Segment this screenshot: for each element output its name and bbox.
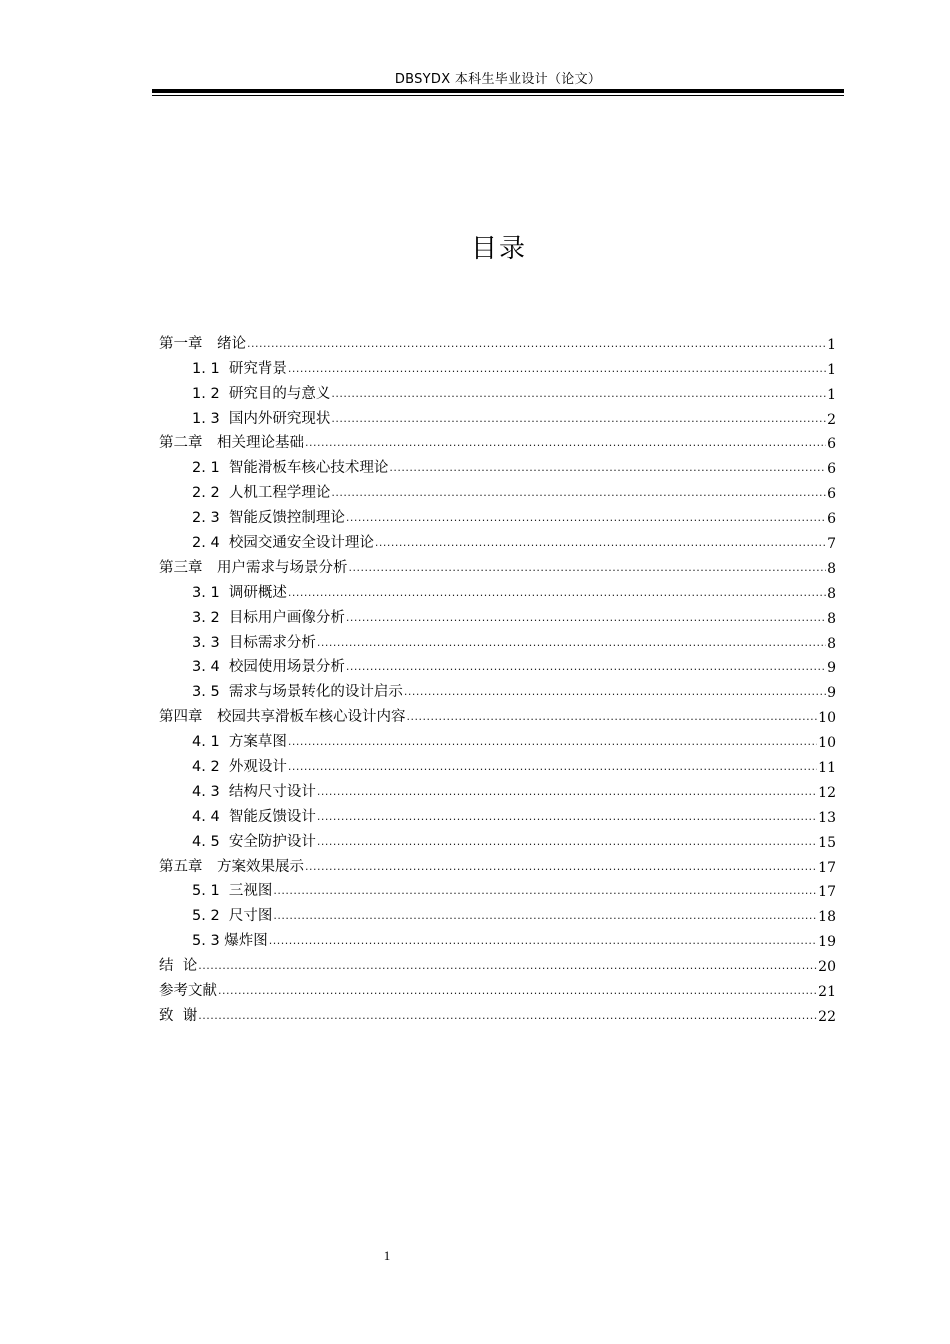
- toc-dot-leader: [404, 685, 826, 698]
- toc-entry-label: 4. 1 方案草图: [192, 734, 287, 751]
- toc-dot-leader: [218, 984, 817, 997]
- toc-dot-leader: [288, 735, 817, 748]
- toc-dot-leader: [273, 884, 817, 897]
- toc-entry-page: 6: [827, 486, 836, 503]
- toc-section-entry[interactable]: [159, 726, 836, 751]
- toc-entry-label: 第五章 方案效果展示: [159, 858, 304, 875]
- toc-section-entry[interactable]: [159, 900, 836, 925]
- toc-entry-label: 3. 5 需求与场景转化的设计启示: [192, 684, 403, 701]
- toc-entry-label: 2. 2 人机工程学理论: [192, 485, 331, 502]
- toc-entry-page: 15: [818, 834, 836, 851]
- toc-entry-page: 8: [827, 610, 836, 627]
- toc-entry-label: 参考文献: [159, 983, 217, 1000]
- toc-entry-page: 22: [818, 1008, 836, 1025]
- toc-chapter-entry[interactable]: [159, 975, 836, 1000]
- toc-entry-label: 致 谢: [159, 1007, 198, 1024]
- toc-section-entry[interactable]: [159, 925, 836, 950]
- toc-chapter-entry[interactable]: [159, 851, 836, 876]
- toc-dot-leader: [247, 337, 826, 350]
- toc-entry-page: 6: [827, 436, 836, 453]
- toc-dot-leader: [346, 511, 826, 524]
- toc-section-entry[interactable]: [159, 776, 836, 801]
- toc-dot-leader: [198, 1009, 817, 1022]
- toc-dot-leader: [305, 436, 826, 449]
- toc-dot-leader: [269, 934, 817, 947]
- toc-section-entry[interactable]: [159, 876, 836, 901]
- toc-entry-page: 18: [818, 909, 836, 926]
- toc-entry-page: 19: [818, 934, 836, 951]
- toc-section-entry[interactable]: [159, 676, 836, 701]
- toc-entry-page: 17: [818, 859, 836, 876]
- page-header: DBSYDX 本科生毕业设计（论文）: [394, 72, 602, 87]
- header-rule-thick: [152, 89, 844, 93]
- toc-entry-page: 13: [818, 809, 836, 826]
- toc-section-entry[interactable]: [159, 627, 836, 652]
- toc-entry-page: 17: [818, 884, 836, 901]
- toc-section-entry[interactable]: [159, 826, 836, 851]
- toc-dot-leader: [198, 959, 817, 972]
- toc-entry-page: 11: [818, 760, 836, 777]
- toc-dot-leader: [288, 362, 826, 375]
- toc-chapter-entry[interactable]: [159, 950, 836, 975]
- toc-entry-label: 1. 2 研究目的与意义: [192, 385, 331, 402]
- toc-dot-leader: [389, 461, 826, 474]
- toc-entry-label: 2. 1 智能滑板车核心技术理论: [192, 460, 389, 477]
- toc-dot-leader: [317, 835, 817, 848]
- toc-chapter-entry[interactable]: [159, 552, 836, 577]
- toc-entry-page: 2: [827, 411, 836, 428]
- toc-section-entry[interactable]: [159, 452, 836, 477]
- toc-entry-page: 7: [827, 536, 836, 553]
- toc-dot-leader: [305, 860, 817, 873]
- toc-dot-leader: [288, 586, 826, 599]
- toc-dot-leader: [331, 486, 826, 499]
- toc-section-entry[interactable]: [159, 403, 836, 428]
- toc-dot-leader: [346, 611, 826, 624]
- page-number: 1: [383, 1248, 391, 1263]
- toc-dot-leader: [317, 810, 817, 823]
- toc-section-entry[interactable]: [159, 353, 836, 378]
- table-of-contents: [159, 328, 836, 1025]
- toc-entry-label: 5. 2 尺寸图: [192, 908, 273, 925]
- toc-entry-label: 4. 4 智能反馈设计: [192, 808, 316, 825]
- toc-section-entry[interactable]: [159, 378, 836, 403]
- toc-entry-label: 5. 1 三视图: [192, 883, 273, 900]
- toc-section-entry[interactable]: [159, 652, 836, 677]
- toc-entry-label: 1. 1 研究背景: [192, 360, 287, 377]
- toc-dot-leader: [331, 412, 826, 425]
- toc-dot-leader: [331, 387, 826, 400]
- toc-dot-leader: [375, 536, 826, 549]
- toc-entry-page: 9: [827, 660, 836, 677]
- toc-entry-label: 结 论: [159, 958, 198, 975]
- toc-entry-label: 第三章 用户需求与场景分析: [159, 559, 348, 576]
- toc-section-entry[interactable]: [159, 751, 836, 776]
- toc-entry-label: 第一章 绪论: [159, 335, 246, 352]
- toc-entry-label: 5. 3 爆炸图: [192, 933, 268, 950]
- toc-entry-label: 第四章 校园共享滑板车核心设计内容: [159, 709, 406, 726]
- toc-entry-label: 1. 3 国内外研究现状: [192, 410, 331, 427]
- toc-chapter-entry[interactable]: [159, 428, 836, 453]
- toc-chapter-entry[interactable]: [159, 328, 836, 353]
- toc-section-entry[interactable]: [159, 527, 836, 552]
- toc-entry-page: 6: [827, 511, 836, 528]
- toc-entry-label: 2. 3 智能反馈控制理论: [192, 510, 345, 527]
- toc-entry-page: 1: [827, 386, 836, 403]
- toc-entry-label: 3. 4 校园使用场景分析: [192, 659, 345, 676]
- toc-section-entry[interactable]: [159, 477, 836, 502]
- toc-section-entry[interactable]: [159, 502, 836, 527]
- toc-entry-page: 1: [827, 336, 836, 353]
- toc-entry-page: 8: [827, 635, 836, 652]
- header-rule-thin: [152, 95, 844, 96]
- toc-dot-leader: [273, 909, 817, 922]
- toc-chapter-entry[interactable]: [159, 701, 836, 726]
- toc-dot-leader: [349, 561, 827, 574]
- toc-dot-leader: [317, 636, 826, 649]
- toc-dot-leader: [317, 785, 817, 798]
- toc-entry-label: 3. 1 调研概述: [192, 584, 287, 601]
- toc-section-entry[interactable]: [159, 801, 836, 826]
- toc-entry-page: 9: [827, 685, 836, 702]
- toc-entry-page: 10: [818, 710, 836, 727]
- toc-entry-label: 3. 2 目标用户画像分析: [192, 609, 345, 626]
- toc-entry-label: 4. 5 安全防护设计: [192, 833, 316, 850]
- toc-entry-page: 8: [827, 560, 836, 577]
- toc-entry-page: 6: [827, 461, 836, 478]
- toc-entry-label: 3. 3 目标需求分析: [192, 634, 316, 651]
- toc-entry-label: 4. 3 结构尺寸设计: [192, 783, 316, 800]
- toc-entry-label: 4. 2 外观设计: [192, 759, 287, 776]
- toc-chapter-entry[interactable]: [159, 1000, 836, 1025]
- toc-dot-leader: [288, 760, 817, 773]
- toc-entry-page: 12: [818, 784, 836, 801]
- toc-entry-page: 1: [827, 361, 836, 378]
- toc-title: 目录: [470, 234, 527, 264]
- toc-entry-label: 2. 4 校园交通安全设计理论: [192, 535, 374, 552]
- toc-section-entry[interactable]: [159, 602, 836, 627]
- toc-entry-page: 21: [818, 984, 836, 1001]
- toc-entry-page: 8: [827, 585, 836, 602]
- toc-dot-leader: [407, 710, 818, 723]
- toc-section-entry[interactable]: [159, 577, 836, 602]
- toc-entry-page: 10: [818, 735, 836, 752]
- toc-dot-leader: [346, 660, 826, 673]
- toc-entry-label: 第二章 相关理论基础: [159, 435, 304, 452]
- toc-entry-page: 20: [818, 959, 836, 976]
